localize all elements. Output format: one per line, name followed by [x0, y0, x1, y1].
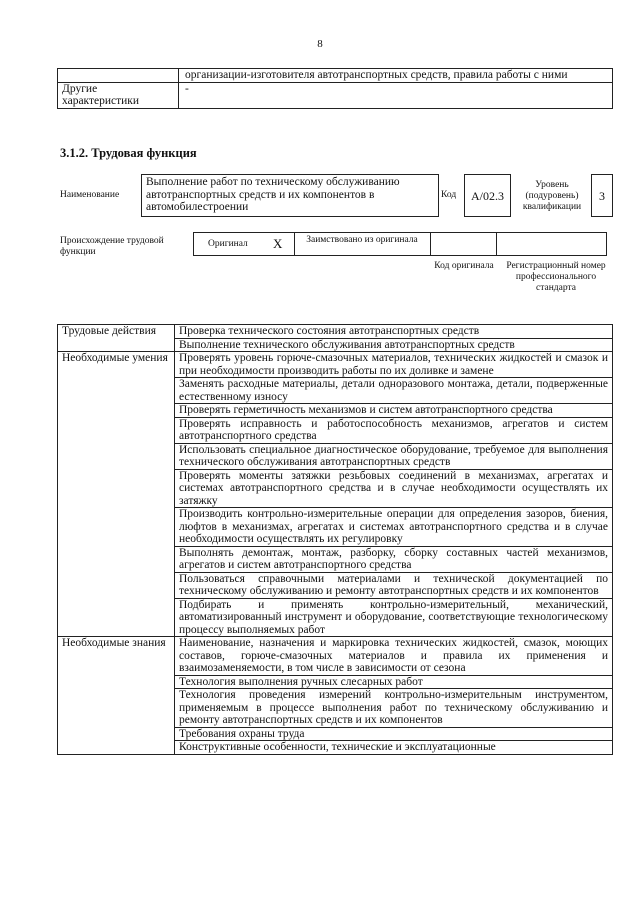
table-cell-label: Другие характеристики [58, 82, 179, 108]
skill-item: Использовать специальное диагностическое оборудование, требуемое для выполнения технического обслуживания автотранспортных средств [175, 443, 613, 469]
section-title: 3.1.2. Трудовая функция [60, 146, 197, 160]
origin-label: Происхождение трудовой функции [60, 236, 164, 257]
level-label: Уровень (подуровень) квалификации [522, 180, 582, 212]
knowledge-item: Конструктивные особенности, технические и эксплуатационные [175, 741, 613, 755]
main-table [57, 324, 613, 755]
level-value-box: 3 [591, 174, 613, 217]
skill-item: Проверять герметичность механизмов и систем автотранспортного средства [175, 404, 613, 418]
skill-item: Проверять исправность и работоспособность механизмов, агрегатов и систем автотранспортного средства [175, 417, 613, 443]
skill-item: Производить контрольно-измерительные операции для определения зазоров, биения, люфтов в механизмах, агрегатах и системах автотранспортного средства и в случае необходимости осуществлять их регулировку [175, 508, 613, 547]
action-item: Выполнение технического обслуживания автотранспортных средств [175, 338, 613, 352]
table-row [58, 352, 613, 378]
original-mark: X [273, 236, 283, 251]
name-label: Наименование [60, 190, 120, 200]
knowledge-item: Наименование, назначения и маркировка технических жидкостей, смазок, моющих составов, горюче-смазочных материалов и правила их применения и взаимозаменяемости, в том числе в зависимости от сезона [175, 637, 613, 676]
skill-item: Выполнять демонтаж, монтаж, разборку, сборку составных частей механизмов, агрегатов и систем автотранспортного средства [175, 546, 613, 572]
table-row [58, 69, 613, 83]
function-code-box: А/02.3 [464, 174, 511, 217]
skill-item: Заменять расходные материалы, детали одноразового монтажа, детали, подверженные естественному износу [175, 378, 613, 404]
table-cell-value: - [179, 82, 613, 108]
skill-item: Проверять моменты затяжки резьбовых соединений в механизмах, агрегатах и системах автотранспортного средства и в случае необходимости осуществлять их затяжку [175, 469, 613, 508]
function-name-box: Выполнение работ по техническому обслуживанию автотранспортных средств и их компонентов в автомобилестроении [141, 174, 439, 217]
knowledge-item: Технология проведения измерений контрольно-измерительным инструментом, применяемым в процессе выполнения работ по техническому обслуживанию и ремонту автотранспортных средств и их компонентов [175, 689, 613, 728]
table-row [58, 637, 613, 676]
actions-label: Трудовые действия [58, 325, 175, 352]
table-cell-value: организации-изготовителя автотранспортных средств, правила работы с ними [179, 69, 613, 83]
original-label: Оригинал [208, 239, 248, 249]
skills-label: Необходимые умения [58, 352, 175, 637]
code-label: Код [441, 190, 457, 200]
reg-number-label: Регистрационный номер профессионального стандарта [506, 261, 606, 293]
knowledge-item: Технология выполнения ручных слесарных работ [175, 675, 613, 689]
origin-cell-code [430, 233, 497, 255]
knowledge-label: Необходимые знания [58, 637, 175, 755]
skill-item: Подбирать и применять контрольно-измерительный, механический, автоматизированный инструмент и оборудование, соответствующие технологическому процессу выполняемых работ [175, 598, 613, 637]
skill-item: Пользоваться справочными материалами и технической документацией по техническому обслуживанию и ремонту автотранспортных средств и их компонентов [175, 572, 613, 598]
skill-item: Проверять уровень горюче-смазочных материалов, технических жидкостей и смазок и при необходимости производить работы по их доливке и замене [175, 352, 613, 378]
table-cell-label [58, 69, 179, 83]
action-item: Проверка технического состояния автотранспортных средств [175, 325, 613, 339]
page-number: 8 [317, 38, 323, 50]
table-row [58, 82, 613, 108]
borrowed-label: Заимствовано из оригинала [306, 235, 418, 245]
knowledge-item: Требования охраны труда [175, 727, 613, 741]
table-row [58, 325, 613, 339]
code-original-label: Код оригинала [434, 261, 494, 271]
top-table [57, 68, 613, 109]
